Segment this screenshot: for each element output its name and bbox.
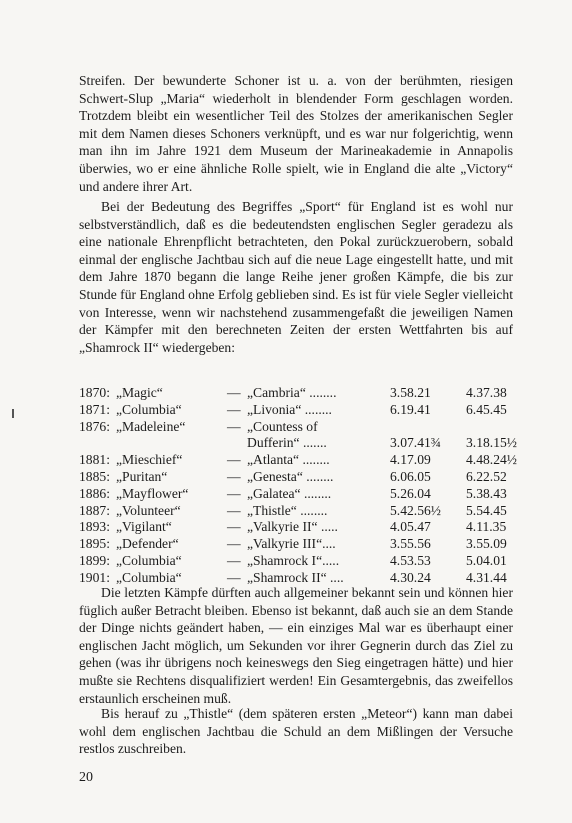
english-yacht: „Valkyrie II“ ..... — [247, 519, 338, 535]
american-yacht: „Magic“ — [116, 385, 163, 400]
american-yacht: „Volunteer“ — [116, 502, 181, 518]
vs-dash: — — [227, 552, 241, 568]
vs-dash: — — [227, 468, 241, 484]
result-row — [79, 503, 513, 520]
vs-dash: — — [227, 418, 241, 434]
vs-dash: — — [227, 485, 241, 501]
paragraph-text: Bis herauf zu „Thistle“ (dem späteren ersten „Meteor“) kann man dabei wohl dem englischen Jachtbau die Schuld an dem Mißlingen der Versuche restlos zuschreiben. — [79, 706, 513, 757]
vs-dash: — — [227, 385, 241, 400]
year-cell: 1887: — [79, 502, 110, 518]
american-yacht: „Mayflower“ — [116, 485, 189, 501]
paragraph-thistle — [79, 705, 513, 758]
english-yacht: „Shamrock II“ .... — [247, 569, 344, 585]
american-yacht: „Madeleine“ — [116, 418, 186, 434]
result-row — [79, 486, 513, 503]
american-yacht: „Columbia“ — [116, 401, 182, 417]
english-time: 4.11.35 — [466, 519, 507, 535]
margin-mark — [12, 409, 14, 418]
result-row — [79, 553, 513, 570]
paragraph-text: Bei der Bedeutung des Begriffes „Sport“ für England ist es wohl nur selbstverständlich, daß es die bedeutendsten englischen Segler geradezu als eine nationale Ehrenpflicht betrachteten, den Pokal zurückzuerobern, sobald einmal der englische Jachtbau sich auf die neue Lage eingestellt hatte, und mit dem Jahre 1870 begann die lange Reihe jener großen Kämpfe, die bis zur Stunde für England ohne Erfolg geblieben sind. Es ist für viele Segler vielleicht von Interesse, wenn wir nachstehend zusammengefaßt die jeweiligen Namen der Kämpfer mit den berechneten Zeiten der ersten Wettfahrten bis auf „Shamrock II“ wiedergeben: — [79, 199, 513, 355]
result-row — [79, 402, 513, 419]
year-cell: 1895: — [79, 536, 110, 552]
vs-dash: — — [227, 401, 241, 417]
paragraph-sport — [79, 198, 513, 356]
american-time: 5.42.56½ — [390, 502, 441, 518]
english-time: 5.04.01 — [466, 552, 507, 568]
year-cell: 1886: — [79, 485, 110, 501]
american-time: 4.05.47 — [390, 519, 431, 535]
english-time: 6.45.45 — [466, 401, 507, 417]
english-time: 5.38.43 — [466, 485, 507, 501]
english-yacht: „Shamrock I“..... — [247, 552, 340, 568]
result-row — [79, 469, 513, 486]
vs-dash: — — [227, 502, 241, 518]
paragraph-schooner — [79, 72, 513, 195]
english-yacht: Dufferin“ ....... — [247, 435, 327, 451]
english-time: 4.31.44 — [466, 569, 507, 585]
paragraph-later-contests — [79, 584, 513, 707]
english-yacht: „Atlanta“ ........ — [247, 452, 330, 468]
english-time: 3.18.15½ — [466, 435, 517, 451]
english-yacht: „Genesta“ ........ — [247, 468, 334, 484]
american-yacht: „Columbia“ — [116, 569, 182, 585]
english-time: 4.37.38 — [466, 385, 507, 400]
english-time: 6.22.52 — [466, 468, 507, 484]
american-time: 3.55.56 — [390, 536, 431, 552]
english-yacht: „Livonia“ ........ — [247, 401, 332, 417]
american-time: 3.58.21 — [390, 385, 431, 400]
year-cell: 1871: — [79, 401, 110, 417]
english-yacht: „Galatea“ ........ — [247, 485, 332, 501]
race-results-list — [79, 385, 517, 587]
page-number: 20 — [79, 770, 93, 785]
vs-dash: — — [227, 536, 241, 552]
result-row — [79, 385, 513, 402]
result-row — [79, 452, 517, 469]
paragraph-text: Die letzten Kämpfe dürften auch allgemeiner bekannt sein und können hier füglich außer Betracht bleiben. Ebenso ist bekannt, daß auch sie an dem Stande der Dinge nichts geändert haben, — ein einziges Mal war es überhaupt einer englischen Jacht möglich, um Sekunden vor ihrer Gegnerin durch das Ziel zu gehen (was ihr übrigens noch keineswegs den Sieg eingetragen hätte) und hier mußte sie Rechtens disqualifiziert werden! Ein Gesamtergebnis, das zweifellos erstaunlich erscheinen muß. — [79, 585, 513, 706]
american-yacht: „Puritan“ — [116, 468, 168, 484]
american-yacht: „Vigilant“ — [116, 519, 172, 535]
english-time: 4.48.24½ — [466, 452, 517, 468]
english-yacht: „Valkyrie III“.... — [247, 536, 336, 552]
result-row — [79, 519, 513, 536]
english-yacht: „Countess of — [247, 418, 318, 434]
english-time: 5.54.45 — [466, 502, 507, 518]
american-time: 4.30.24 — [390, 569, 431, 585]
american-time: 4.53.53 — [390, 552, 431, 568]
year-cell: 1893: — [79, 519, 110, 535]
year-cell: 1876: — [79, 418, 110, 434]
american-time: 5.26.04 — [390, 485, 431, 501]
english-time: 3.55.09 — [466, 536, 507, 552]
american-yacht: „Defender“ — [116, 536, 179, 552]
year-cell: 1881: — [79, 452, 110, 468]
paragraph-text: Streifen. Der bewunderte Schoner ist u. a. von der berühmten, riesigen Schwert-Slup „Maria“ wiederholt in blendender Form geschlagen worden. Trotzdem bleibt ein wesentlicher Teil des Stolzes der amerikanischen Segler mit dem Namen dieses Schoners verknüpft, und es war nur folgerichtig, wenn man ihn im Jahre 1921 dem Museum der Marineakademie in Annapolis überwies, wo er eine ähnliche Rolle spielt, wie in England die alte „Victory“ und andere ihrer Art. — [79, 73, 513, 194]
vs-dash: — — [227, 452, 241, 468]
year-cell: 1870: — [79, 385, 110, 400]
year-cell: 1899: — [79, 552, 110, 568]
vs-dash: — — [227, 569, 241, 585]
result-row — [79, 536, 513, 553]
result-row — [79, 419, 513, 436]
english-yacht: „Thistle“ ........ — [247, 502, 328, 518]
year-cell: 1885: — [79, 468, 110, 484]
american-yacht: „Mieschief“ — [116, 452, 183, 468]
american-time: 6.06.05 — [390, 468, 431, 484]
vs-dash: — — [227, 519, 241, 535]
american-time: 3.07.41¾ — [390, 435, 441, 451]
year-cell: 1901: — [79, 569, 110, 585]
english-yacht: „Cambria“ ........ — [247, 385, 337, 400]
result-row — [79, 435, 517, 452]
american-time: 4.17.09 — [390, 452, 431, 468]
american-time: 6.19.41 — [390, 401, 431, 417]
american-yacht: „Columbia“ — [116, 552, 182, 568]
